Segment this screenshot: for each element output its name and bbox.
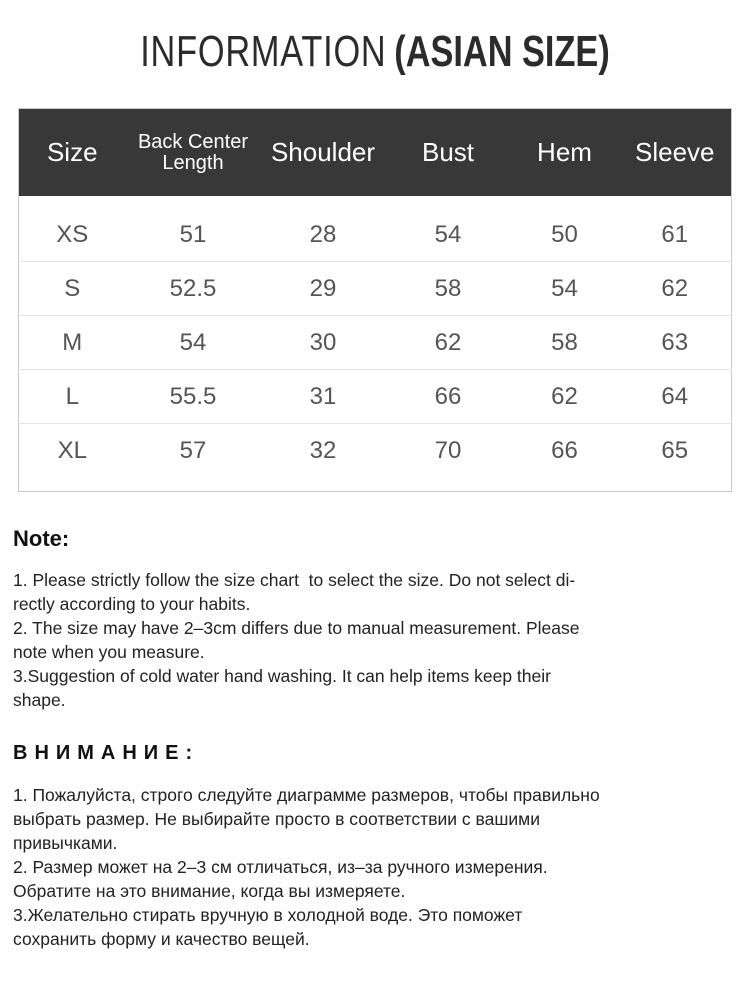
- table-row: [19, 370, 732, 424]
- note-line: 2. The size may have 2–3cm differs due to manual measurement. Please: [13, 618, 580, 638]
- value-cell: 30: [261, 316, 386, 370]
- value-cell: 51: [179, 220, 207, 248]
- attention-text: [13, 783, 737, 951]
- column-header-size: Size: [19, 109, 126, 197]
- column-header-sleeve: Sleeve: [619, 109, 732, 197]
- table-row: [19, 424, 732, 492]
- value-cell: 62: [511, 370, 619, 424]
- value-cell: 65: [619, 424, 732, 492]
- value-cell: 62: [619, 262, 732, 316]
- value-cell: 66: [511, 424, 619, 492]
- value-cell: 63: [619, 316, 732, 370]
- value-cell: 70: [386, 424, 511, 492]
- attention-line: 3.Желательно стирать вручную в холодной воде. Это поможет: [13, 905, 523, 925]
- value-cell: 55.5: [126, 370, 261, 424]
- table-row: [19, 196, 732, 262]
- attention-line: Обратите на это внимание, когда вы измеряете.: [13, 881, 406, 901]
- value-cell: 58: [511, 316, 619, 370]
- note-heading: Note:: [13, 526, 70, 551]
- page-title-light: INFORMATION: [140, 27, 387, 76]
- size-cell: L: [19, 370, 126, 424]
- note-section: [0, 526, 750, 712]
- attention-section: [0, 742, 750, 951]
- table-row: [19, 262, 732, 316]
- size-cell: S: [19, 262, 126, 316]
- attention-heading: ВНИМАНИЕ:: [13, 742, 200, 764]
- note-text: [13, 568, 737, 712]
- note-line: shape.: [13, 690, 66, 710]
- value-cell: 50: [551, 220, 578, 248]
- value-cell: 28: [309, 220, 337, 248]
- table-row: [19, 316, 732, 370]
- value-cell: 54: [511, 262, 619, 316]
- value-cell: 66: [386, 370, 511, 424]
- attention-line: привычками.: [13, 833, 118, 853]
- value-cell: 58: [386, 262, 511, 316]
- value-cell: 32: [261, 424, 386, 492]
- note-line: 3.Suggestion of cold water hand washing. It can help items keep their: [13, 666, 551, 686]
- value-cell: 54: [126, 316, 261, 370]
- value-cell: 54: [434, 220, 462, 248]
- value-cell: 64: [619, 370, 732, 424]
- page-title: [83, 26, 668, 78]
- value-cell: 52.5: [126, 262, 261, 316]
- size-table: [18, 108, 732, 492]
- column-header-bust: Bust: [386, 109, 511, 197]
- value-cell: 62: [386, 316, 511, 370]
- note-line: rectly according to your habits.: [13, 594, 251, 614]
- value-cell: 29: [261, 262, 386, 316]
- note-line: 1. Please strictly follow the size chart to select the size. Do not select di-: [13, 570, 576, 590]
- column-header-back-center-length: Back Center Length: [126, 109, 261, 197]
- attention-line: сохранить форму и качество вещей.: [13, 929, 310, 949]
- size-cell: XL: [19, 424, 126, 492]
- attention-line: выбрать размер. Не выбирайте просто в соответствии с вашими: [13, 809, 540, 829]
- attention-line: 2. Размер может на 2–3 см отличаться, из–за ручного измерения.: [13, 857, 548, 877]
- table-header-row: [19, 109, 732, 197]
- value-cell: 57: [126, 424, 261, 492]
- page-title-bold: (ASIAN SIZE): [394, 27, 610, 76]
- column-header-shoulder: Shoulder: [261, 109, 386, 197]
- attention-line: 1. Пожалуйста, строго следуйте диаграмме размеров, чтобы правильно: [13, 785, 600, 805]
- value-cell: 61: [661, 220, 689, 248]
- note-line: note when you measure.: [13, 642, 205, 662]
- value-cell: 31: [261, 370, 386, 424]
- column-header-hem: Hem: [511, 109, 619, 197]
- size-cell: XS: [56, 220, 89, 248]
- size-cell: M: [19, 316, 126, 370]
